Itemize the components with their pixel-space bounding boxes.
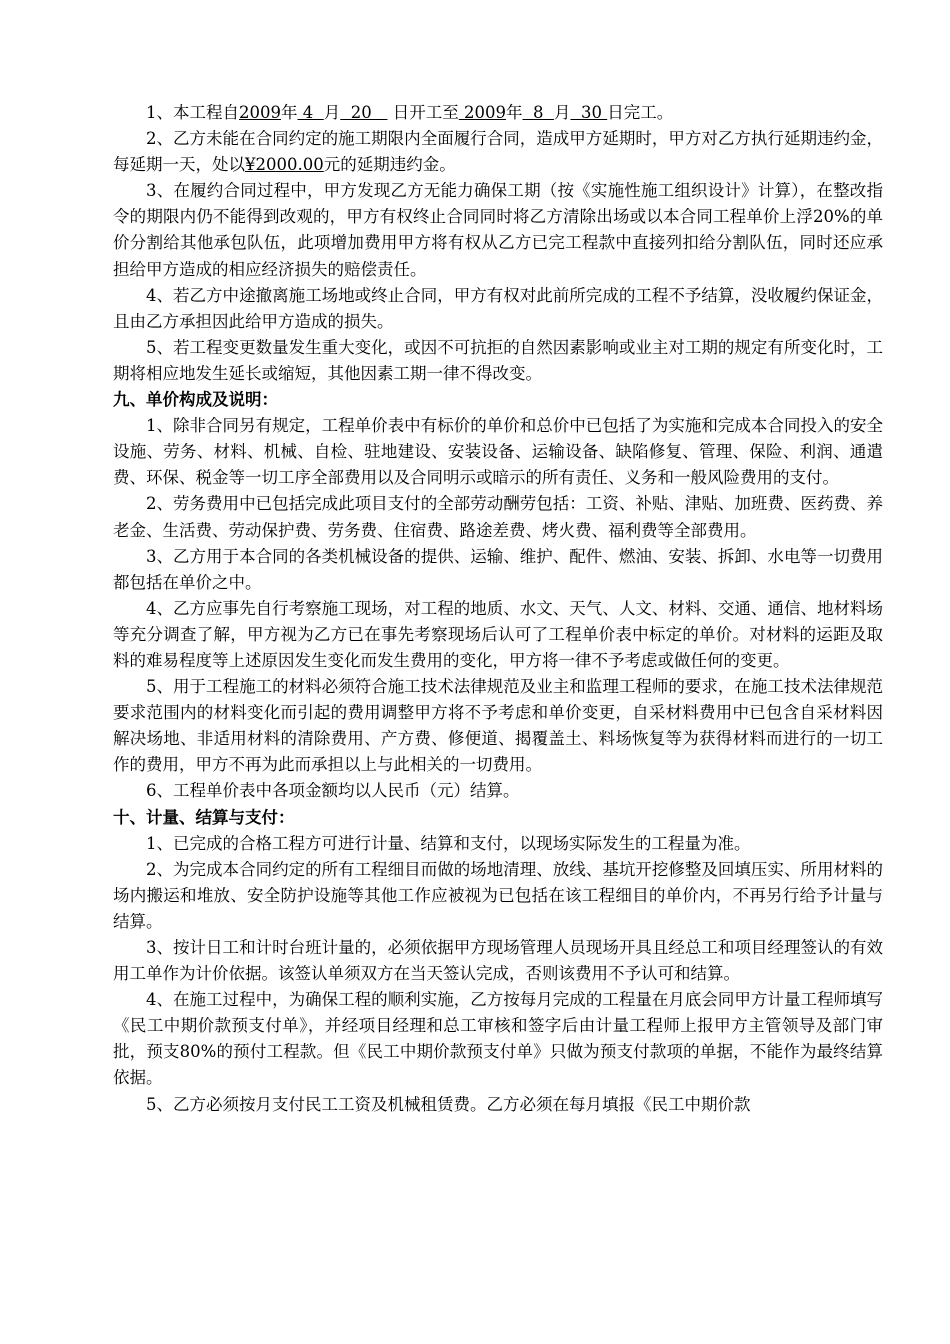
paragraph: 5、用于工程施工的材料必须符合施工技术法律规范及业主和监理工程师的要求，在施工技术法律规范要求范围内的材料变化而引起的费用调整甲方将不予考虑和单价变更，自采材料费用中已包含自采材料因解决场地、非适用材料的清除费用、产方费、修便道、揭覆盖土、料场恢复等为获得材料而进行的一切工作的费用，甲方不再为此而承担以上与此相关的一切费用。 xyxy=(113,677,883,775)
paragraph: 6、工程单价表中各项金额均以人民币（元）结算。 xyxy=(146,781,520,801)
text: 1、本工程自 xyxy=(146,103,239,122)
paragraph: 4、若乙方中途撤离施工场地或终止合同，甲方有权对此前所完成的工程不予结算，没收履约保证金，且由乙方承担因此给甲方造成的损失。 xyxy=(113,285,883,331)
paragraph: 5、乙方必须按月支付民工工资及机械租赁费。乙方必须在每月填报《民工中期价款 xyxy=(146,1094,751,1114)
text: 年 xyxy=(281,103,298,122)
end-day: 30 xyxy=(570,103,608,122)
paragraph: 4、乙方应事先自行考察施工现场，对工程的地质、水文、天气、人文、材料、交通、通信、地材料场等充分调查了解，甲方视为乙方已在事先考察现场后认可了工程单价表中标定的单价。对材料的运距及取料的难易程度等上述原因发生变化而发生费用的变化，甲方将一律不予考虑或做任何的变更。 xyxy=(113,598,883,670)
start-day: 20 xyxy=(340,103,388,122)
end-year: 2009 xyxy=(458,103,506,122)
section-heading-10: 十、计量、结算与支付： xyxy=(113,807,295,827)
clause-delay-penalty xyxy=(113,126,883,178)
text: 月 xyxy=(323,103,341,122)
paragraph: 2、为完成本合同约定的所有工程细目而做的场地清理、放线、基坑开挖修整及回填压实、所用材料的场内搬运和堆放、安全防护设施等其他工作应被视为已包括在该工程细目的单价内，不再另行给予计量与结算。 xyxy=(113,859,883,931)
paragraph: 3、按计日工和计时台班计量的，必须依据甲方现场管理人员现场开具且经总工和项目经理签认的有效用工单作为计价依据。该签认单须双方在当天签认完成，否则该费用不予认可和结算。 xyxy=(113,938,883,984)
contract-body xyxy=(113,100,883,1118)
text: 年 xyxy=(505,103,523,122)
clause-completion-date xyxy=(113,100,883,126)
paragraph: 2、劳务费用中已包括完成此项目支付的全部劳动酬劳包括：工资、补贴、津贴、加班费、医药费、养老金、生活费、劳动保护费、劳务费、住宿费、路途差费、烤火费、福利费等全部费用。 xyxy=(113,494,883,540)
paragraph: 5、若工程变更数量发生重大变化，或因不可抗拒的自然因素影响或业主对工期的规定有所变化时，工期将相应地发生延长或缩短，其他因素工期一律不得改变。 xyxy=(113,337,883,383)
paragraph: 1、除非合同另有规定，工程单价表中有标价的单价和总价中已包括了为实施和完成本合同投入的安全设施、劳务、材料、机械、自检、驻地建设、安装设备、运输设备、缺陷修复、管理、保险、利润、通遣费、环保、税金等一切工序全部费用以及合同明示或暗示的所有责任、义务和一般风险费用的支付。 xyxy=(113,416,883,488)
start-year: 2009 xyxy=(239,103,281,122)
section-heading-9: 九、单价构成及说明： xyxy=(113,390,278,410)
text: 日完工。 xyxy=(607,103,674,122)
text: 2、乙方未能在合同约定的施工期限内全面履行合同，造成甲方延期时，甲方对乙方执行延期违约金，每延期一天，处以 xyxy=(113,129,883,175)
text: 元的延期违约金。 xyxy=(323,155,456,175)
text: 月 xyxy=(553,103,571,122)
paragraph: 3、在履约合同过程中，甲方发现乙方无能力确保工期（按《实施性施工组织设计》计算），在整改指令的期限内仍不能得到改观的，甲方有权终止合同同时将乙方清除出场或以本合同工程单价上浮20%的单价分割给其他承包队伍，此项增加费用甲方将有权从乙方已完工程款中直接列扣给分割队伍，同时还应承担给甲方造成的相应经济损失的赔偿责任。 xyxy=(113,181,883,279)
paragraph: 4、在施工过程中，为确保工程的顺利实施，乙方按每月完成的工程量在月底会同甲方计量工程师填写《民工中期价款预支付单》，并经项目经理和总工审核和签字后由计量工程师上报甲方主管领导及部门审批，预支80%的预付工程款。但《民工中期价款预支付单》只做为预支付款项的单据，不能作为最终结算依据。 xyxy=(113,990,883,1088)
penalty-amount: ¥2000.00 xyxy=(245,155,324,175)
paragraph: 1、已完成的合格工程方可进行计量、结算和支付，以现场实际发生的工程量为准。 xyxy=(146,833,751,853)
start-month: 4 xyxy=(297,103,324,122)
text: 日开工至 xyxy=(387,103,459,122)
paragraph: 3、乙方用于本合同的各类机械设备的提供、运输、维护、配件、燃油、安装、拆卸、水电等一切费用都包括在单价之中。 xyxy=(113,546,883,592)
end-month: 8 xyxy=(522,103,554,122)
